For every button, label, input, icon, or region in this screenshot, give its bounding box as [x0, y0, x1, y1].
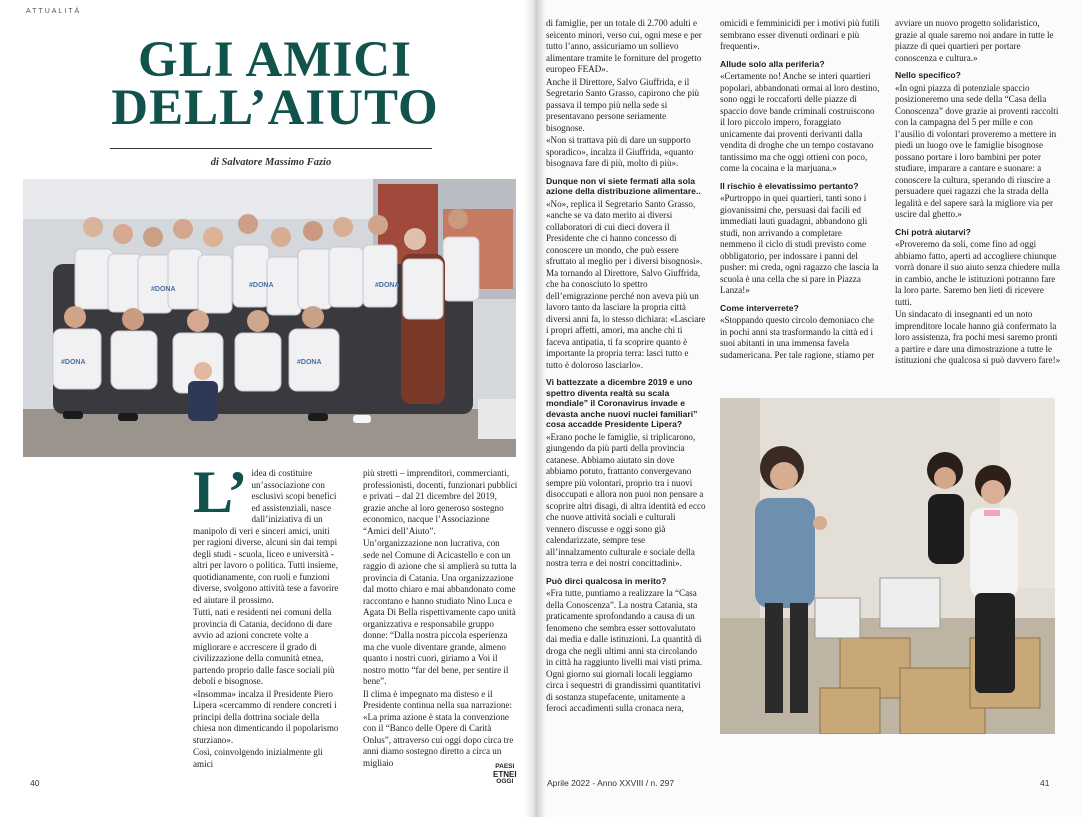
paragraph: Un’organizzazione non lucrativa, con sede nel Comune di Acicastello e con un raggio di azione che si amplierà su tutta la provincia di Catania. Una organizzazione dal motto chiaro e mai abbandonato come raccontano e hanno studiato Nino Luca e Agata Di Bella rispettivamente capo unità organizzativa e responsabile gruppo donne: “Dalla nostra piccola esperienza ma che vuole diventare grande, almeno quanto i nostri cuori, giriamo a Voi il nostro motto “far del bene, per sentire il bene”.	[363, 538, 517, 686]
right-column-1	[546, 18, 706, 716]
interview-question: Allude solo alla periferia?	[720, 58, 825, 69]
bib-label: #DONA	[249, 282, 274, 289]
article-title	[110, 32, 440, 136]
bib-label: #DONA	[151, 286, 176, 293]
left-column-1	[193, 459, 343, 771]
title-line-2: DELL’AIUTO	[111, 80, 439, 136]
left-page	[0, 0, 534, 817]
paragraph: «Insomma» incalza il Presidente Piero Lipera «cercammo di rendere concreti i principi della dottrina sociale della chiesa non dimenticando il popolarismo sturziano».	[193, 688, 339, 745]
logo-line: ETNEI	[493, 769, 517, 779]
paragraph: «Proveremo da soli, come fino ad oggi abbiamo fatto, aperti ad accogliere chiunque vorrà donare il suo aiuto senza chiedere nulla in cambio, anche le istituzioni potranno fare la loro parte. Saremo ben lieti di ricevere tutti.	[895, 239, 1060, 307]
title-divider	[110, 148, 432, 149]
paragraph: più stretti – imprenditori, commercianti, professionisti, docenti, funzionari pubblici e privati – dal 21 dicembre del 2019, grazie anche al loro generoso sostegno economico, nacque l’Associazione “Amici dell’Aiuto”.	[363, 468, 518, 536]
paragraph: «Stoppando questo circolo demoniaco che in pochi anni sta trasformando la città ed i suoi abitanti in una immensa favela sudamericana. Per tale ragione, stiamo per	[720, 315, 875, 360]
paragraph: «In ogni piazza di potenziale spaccio posizioneremo una sede della “Casa della Conoscenza” dove grazie ai proventi raccolti con la campagna del 5 per mille e con l’ausilio di volontari proveremo a mettere in piedi un luogo ove le famiglie bisognose possano portare i loro bambini per poter studiare, imparare a cantare e suonare: a conoscere la cultura, sperando di riuscire a persuadere quei ragazzi che la strada della legalità e del sapere sarà la migliore via per uscire dal ghetto.»	[895, 82, 1059, 219]
interview-question: Chi potrà aiutarvi?	[895, 226, 971, 237]
paragraph: idea di costituire un’associazione con esclusivi scopi benefici ed assistenziali, nasce dall’iniziativa di un manipolo di veri e sinceri amici, uniti per ragioni diverse, alcuni sin dai tempi degli studi - scuola, liceo e università - altri per lavoro o politica. Tutti insieme, quotidianamente, con ruoli e funzioni diverse, svolgono attività tese a favorire ed aiutare il prossimo.	[193, 468, 339, 605]
logo-line: PAESI	[495, 763, 515, 770]
paragraph: «Fra tutte, puntiamo a realizzare la “Casa della Conoscenza”. La nostra Catania, sta praticamente sprofondando a causa di un fenomeno che sembra esser sottovalutato dai media e dalle istituzioni. La quantità di droga che negli ultimi anni sta circolando in città ha raggiunto livelli mai visti prima. Ogni giorno sui giornali locali leggiamo circa i sequestri di grandissimi quantitativi di sostanza stupefacente, unitamente a feroci accadimenti sulla cronaca nera,	[546, 588, 703, 713]
interview-question: Il rischio è elevatissimo pertanto?	[720, 180, 859, 191]
title-line-1: GLI AMICI	[138, 32, 412, 88]
interview-question: Dunque non vi siete fermati alla sola azione della distribuzione alimentare..	[546, 175, 701, 196]
group-photo	[23, 179, 516, 457]
paragraph: «No», replica il Segretario Santo Grasso, «anche se va dato merito ai diversi collaboratori di cui dieci dovera il Presidente che ci hanno concesso di conoscere un mondo, che può essere sfruttato al meglio per i diversi bisognosi». Ma tornando al Direttore, Salvo Giuffrida, che ha conosciuto lo spettro dell’emigrazione perché non aveva più un lavoro tanto da lasciare la propria città diversi anni fa, lo stesso dichiara: «Lasciare i propri affetti, amori, ma anche chi ti faceva antipatia, ti fa scoprire quanto è importante la propria terra: lasci tutto e tutto è doloroso lasciarlo».	[546, 198, 706, 370]
page-number-left: 40	[30, 778, 40, 788]
logo-line: OGGI	[496, 777, 514, 785]
volunteers-photo-illustration	[720, 398, 1055, 734]
paragraph: «Purtroppo in quei quartieri, tanti sono i giovanissimi che, persuasi dai facili ed immediati lauti guadagni, abbandono gli studi, non arrivando a completare nemmeno il ciclo di studi previsto come obbligatorio, per indossare i panni del pusher: mi creda, ogni ragazzo che lascia la scuola è una cella che si pare in Piazza Lanza!»	[720, 193, 879, 295]
paragraph: «Erano poche le famiglie, si triplicarono, giungendo da più parti della provincia catanese. Abbiamo aiutato sin dove abbiamo potuto, frattanto convergevano sempre più volontari, proprio tra i nuovi disoccupati e allora non puoi non pensare a scoprire altri disagi, di altra identità ed ecco che nuove attività sociali e culturali vennero discusse e oggi sono già calendarizzate, sempre tese all’innalzamento culturale e sociale della nostra terra e dei nostri concittadini».	[546, 431, 706, 568]
bib-label: #DONA	[61, 359, 86, 366]
page-number-right: 41	[1040, 778, 1050, 788]
interview-question: Nello specifico?	[895, 70, 961, 80]
magazine-logo	[493, 764, 517, 785]
right-column-3	[895, 18, 1063, 368]
bib-label: #DONA	[297, 359, 322, 366]
bib-label: #DONA	[375, 282, 400, 289]
interview-question: Come interverrete?	[720, 302, 799, 313]
paragraph: Il clima è impegnato ma disteso e il Presidente continua nella sua narrazione: «La prima azione è stata la convenzione con il “Banco delle Opere di Carità Onlus”, attraverso cui oggi dopo circa tre anni diamo sostegno diretto a circa un migliaio	[363, 688, 514, 768]
interview-question: Vi battezzate a dicembre 2019 e uno spettro diventa realtà su scala mondiale” il Coronavirus invade e devasta anche nuovi nuclei familiari” cosa accadde Presidente Lipera?	[546, 377, 698, 429]
dropcap: L’	[193, 459, 248, 525]
group-photo-illustration	[23, 179, 516, 457]
paragraph: Tutti, nati e residenti nei comuni della provincia di Catania, decidono di dare avvio ad azioni concrete volte a migliorare e accrescere il grado di civilizzazione della comunità etnea, partendo proprio dalle fasce sociali più deboli e bisognose.	[193, 607, 335, 686]
paragraph: «Non si trattava più di dare un supporto sporadico», incalza il Giuffrida, «quanto bisognava fare di più, molto di più».	[546, 135, 694, 168]
paragraph: omicidi e femminicidi per i motivi più futili sembrano esser divenuti ordinari e più frequenti».	[720, 18, 880, 51]
byline: di Salvatore Massimo Fazio	[210, 157, 332, 168]
section-label: ATTUALITÀ	[26, 8, 82, 15]
paragraph: Così, coinvolgendo inizialmente gli amici	[193, 747, 323, 769]
paragraph: Un sindacato di insegnanti ed un noto imprenditore locale hanno già confermato la loro assistenza, fra pochi mesi saremo pronti a partire e dare una dimostrazione a tutte le istituzioni che qualcosa si può davvero fare!»	[895, 309, 1061, 365]
interview-question: Può dirci qualcosa in merito?	[546, 575, 667, 586]
left-column-2	[363, 468, 518, 770]
paragraph: di famiglie, per un totale di 2.700 adulti e seicento minori, verso cui, ogni mese e per tutto l’anno, assicuriamo un sollievo alimentare tramite le forniture del progetto europeo FEAD».	[546, 18, 702, 74]
paragraph: «Certamente no! Anche se interi quartieri popolari, abbandonati ormai al loro destino, sono oggi le roccaforti delle piazze di spaccio dove bande criminali costruiscono il loro piccolo impero, foraggiato unicamente dai proventi derivanti dalla vendita di droghe che un tempo costavano tantissimo ma che oggi ottieni con poco, come la cocaina e la marjuana.»	[720, 71, 880, 173]
paragraph: Anche il Direttore, Salvo Giuffrida, e il Segretario Santo Grasso, capirono che più passava il tempo più nella sede si presentavano persone seriamente bisognose.	[546, 76, 700, 133]
volunteers-photo	[720, 398, 1055, 734]
issue-info: Aprile 2022 - Anno XXVIII / n. 297	[547, 778, 675, 788]
right-column-2	[720, 18, 880, 362]
paragraph: avviare un nuovo progetto solidaristico, grazie al quale saremo noi andare in tutte le piazze di quei quartieri per portare conoscenza e cultura.»	[895, 18, 1054, 63]
